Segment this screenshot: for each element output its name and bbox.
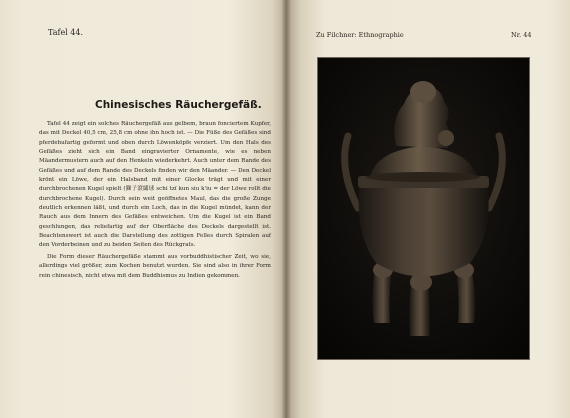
censer-photo: [318, 58, 529, 359]
paragraph: Tafel 44 zeigt ein solches Räuchergefäß aus gelbem, braun fonciertem Kupfer, das mit Deckel 40,5 cm, 25,8 cm ohne ihn hoch ist. — Die Füße des Gefäßes sind pferdehufartig geformt und oben durch Löwenköpfe verziert. Um den Hals des Gefäßes zieht sich ein Band eingravierter Ornamente, wie es neben Mäandermustern auch auf den Henkeln wiederkehrt. Auch unter dem Rande des Gefäßes und auf dem Rande des Deckels finden wir den Mäander. — Den Deckel krönt ein Löwe, der ein Halsband mit einer Glocke trägt und mit einer durchbrochenen Kugel spielt (獅子滾繡球 schi tzï kun siu k'iu = der Löwe rollt die durchbrochene Kugel). Durch sein weit geöffnetes Maul, das die große Zunge deutlich erkennen läßt, und durch ein Loch, das in die Kugel mündet, kann der Rauch aus dem Innern des Gefäßes entweichen. Um die Kugel ist ein Band geschlungen, das reliefartig auf der Oberfläche des Deckels dargestellt ist. Beachtenswert ist auch die Darstellung des zottigen Felles durch Spiralen auf den Vorderbeinen und zu beiden Seiten des Rückgrats.: [39, 121, 271, 249]
page-number: Nr. 44: [511, 31, 532, 39]
censer-body: [359, 183, 489, 277]
paragraph: Die Form dieser Räuchergefäße stammt aus vorbuddhistischer Zeit, wo sie, allerdings viel größer, zum Kochen benutzt wurden. Sie sind also in ihrer Form rein chinesisch, nicht etwa mit dem Buddhismus zu Indien gekommen.: [39, 253, 271, 279]
article-body: [39, 120, 271, 281]
book-gutter: [281, 0, 291, 418]
article-title: Chinesisches Räuchergefäß.: [95, 99, 262, 111]
plate-header: Tafel 44.: [48, 28, 84, 37]
running-head-title: Zu Filchner: Ethnographie: [316, 31, 404, 39]
photo-plate: [318, 58, 529, 359]
